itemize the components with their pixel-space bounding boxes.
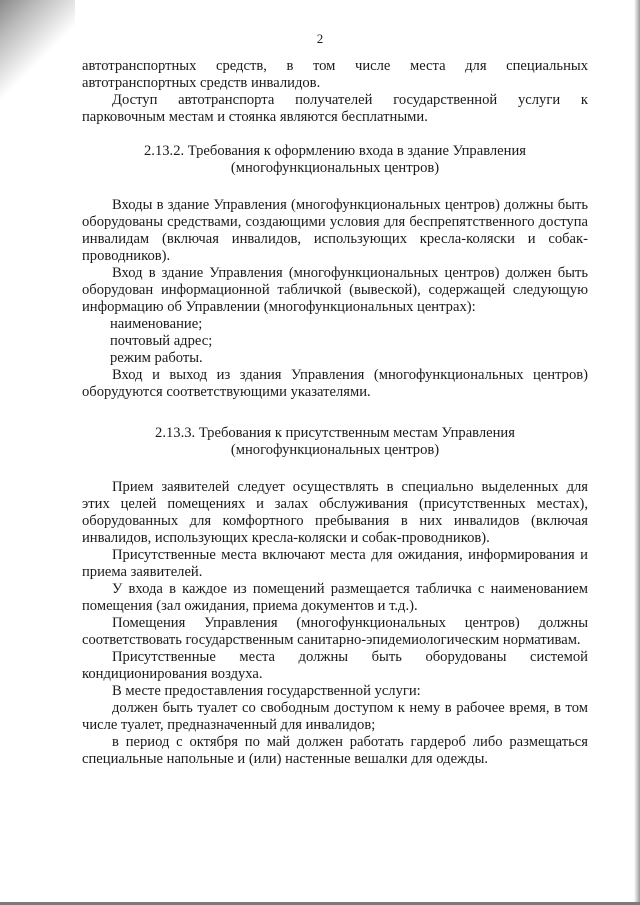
paragraph: в период с октября по май должен работать гардероб либо размещаться специальные напольные и (или) настенные вешалки для одежды. <box>82 734 588 767</box>
paragraph: Вход в здание Управления (многофункциональных центров) должен быть оборудован информационной табличкой (вывеской), содержащей следующую информацию об Управлении (многофункциональных центрах): <box>82 265 588 315</box>
section-heading: 2.13.2. Требования к оформлению входа в здание Управления (многофункциональных центров) <box>144 143 526 176</box>
paragraph: Входы в здание Управления (многофункциональных центров) должны быть оборудованы средствами, создающими условия для беспрепятственного доступа инвалидам (включая инвалидов, использующих кресла-коляски и собак-проводников). <box>82 197 588 264</box>
paragraph: В месте предоставления государственной услуги: <box>112 683 421 699</box>
page-number: 2 <box>316 31 324 46</box>
list-item: наименование; <box>110 316 203 332</box>
paragraph: Вход и выход из здания Управления (многофункциональных центров) оборудуются соответствующими указателями. <box>82 367 588 400</box>
scan-shadow-right-edge <box>634 0 640 905</box>
paragraph: автотранспортных средств, в том числе места для специальных автотранспортных средств инвалидов. <box>82 58 588 91</box>
paragraph: Присутственные места включают места для ожидания, информирования и приема заявителей. <box>82 547 588 580</box>
paragraph: должен быть туалет со свободным доступом к нему в рабочее время, в том числе туалет, предназначенный для инвалидов; <box>82 700 588 733</box>
paragraph: Доступ автотранспорта получателей государственной услуги к парковочным местам и стоянка являются бесплатными. <box>82 92 588 125</box>
paragraph: У входа в каждое из помещений размещается табличка с наименованием помещения (зал ожидания, приема документов и т.д.). <box>82 581 588 614</box>
section-heading: 2.13.3. Требования к присутственным местам Управления (многофункциональных центров) <box>155 425 515 458</box>
list-item: режим работы. <box>110 350 203 366</box>
paragraph: Присутственные места должны быть оборудованы системой кондиционирования воздуха. <box>82 649 588 682</box>
list-item: почтовый адрес; <box>110 333 213 349</box>
paragraph: Помещения Управления (многофункциональных центров) должны соответствовать государственным санитарно-эпидемиологическим нормативам. <box>82 615 588 648</box>
document-body <box>82 58 588 768</box>
paragraph: Прием заявителей следует осуществлять в специально выделенных для этих целей помещениях и залах обслуживания (присутственных местах), оборудованных для комфортного пребывания в них инвалидов (включая инвалидов, использующих кресла-коляски и собак-проводников). <box>82 479 588 546</box>
scan-shadow-corner <box>0 0 75 150</box>
